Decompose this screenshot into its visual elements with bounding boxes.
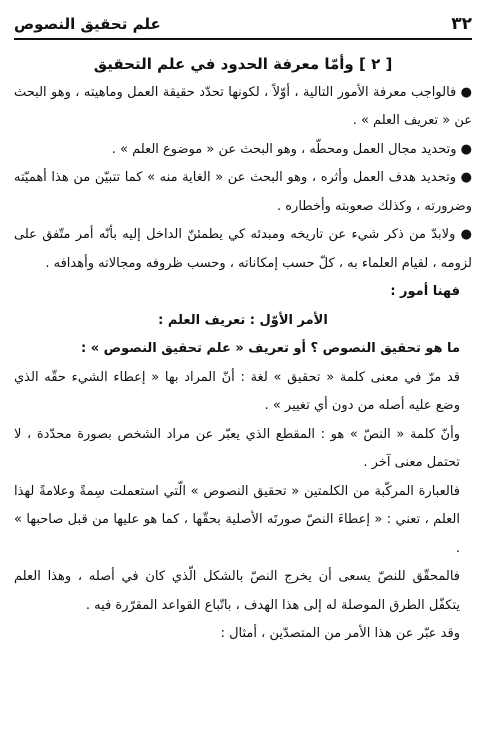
subheading: ما هو تحقيق النصوص ؟ أو تعريف « علم تحقيق النصوص » :: [81, 341, 460, 356]
subheading: فهنا أمور :: [390, 284, 460, 299]
paragraph: فالعبارة المركّبة من الكلمتين « تحقيق النصوص » الّتي استعملت سِمةً وعلامةً لهذا العلم ، تعني : « إعطاءَ النصّ صورتَه الأصلية بحقّها ، كما هو عليها من قبل صاحبها » .: [14, 483, 460, 556]
subheading: الأمر الأوّل : تعريف العلم :: [158, 312, 328, 328]
page-body: [14, 50, 472, 649]
paragraph: ● وتحديد مجال العمل ومحطّه ، وهو البحث عن « موضوع العلم » .: [111, 141, 472, 157]
paragraph: ● ولابدّ من ذكر شيء عن تاريخه ومبدئه كي يطمئنّ الداخل إليه بأنّه أمر متّفق على لزومه ، لقيام العلماء به ، كلّ حسب إمكاناته ، وحسب ظروفه ومجالاته وأهدافه .: [14, 227, 472, 271]
paragraph: قد مرّ في معنى كلمة « تحقيق » لغة : أنّ المراد بها « إعطاء الشيء حقّه الذي وضع عليه أصله من دون أي تغيير » .: [14, 369, 460, 413]
paragraph: فالمحقّق للنصّ يسعى أن يخرج النصّ بالشكل الّذي كان في أصله ، وهذا العلم يتكفّل الطرق الموصلة له إلى هذا الهدف ، باتّباع القواعد المقرّرة فيه .: [14, 569, 460, 613]
page-header: [14, 10, 472, 40]
section-title: [ ٢ ] وأمّا معرفة الحدود في علم التحقيق: [93, 55, 393, 73]
page-number: ٣٢: [451, 14, 472, 34]
running-title: علم تحقيق النصوص: [14, 15, 161, 33]
paragraph: ● فالواجب معرفة الأمور التالية ، أوّلاً ، لكونها تحدّد حقيقة العمل وماهيته ، وهو البحث عن « تعريف العلم » .: [14, 84, 472, 128]
paragraph: وقد عبّر عن هذا الأمر من المتصدّين ، أمثال :: [220, 626, 460, 641]
paragraph: ● وتحديد هدف العمل وأثره ، وهو البحث عن « الغاية منه » كما تتبيّن من هذا أهميّته وضرورته ، وكذلك صعوبته وأخطاره .: [14, 170, 472, 214]
paragraph: وأنّ كلمة « النصّ » هو : المقطع الذي يعبّر عن مراد الشخص بصورة محدّدة ، لا تحتمل معنى آخر .: [14, 426, 460, 470]
